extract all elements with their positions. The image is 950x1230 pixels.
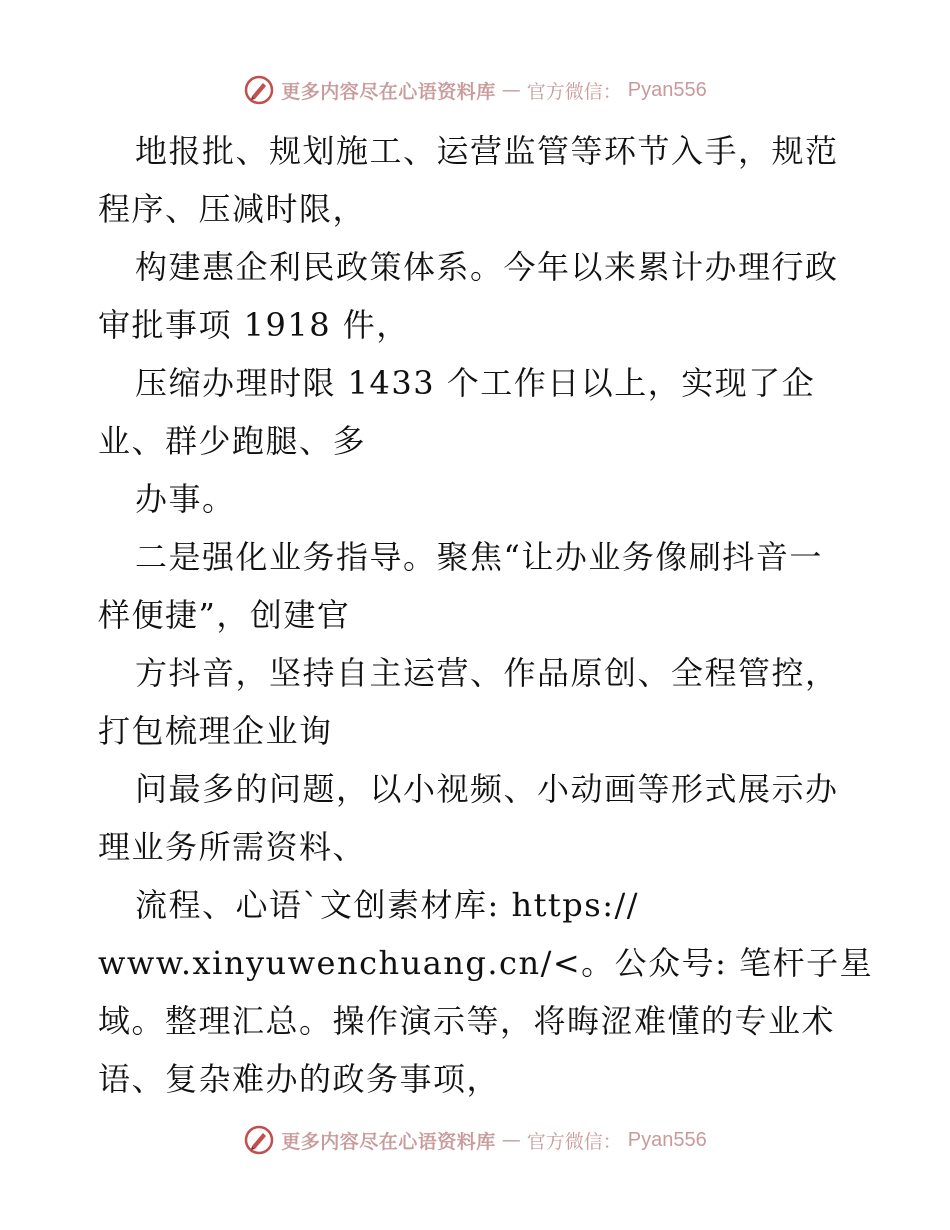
watermark-site-text: 更多内容尽在心语资料库 [281, 1130, 496, 1153]
document-body [98, 122, 874, 1108]
text-line: 构建惠企利民政策体系。今年以来累计办理行政 [135, 248, 839, 286]
text-line: 流程、心语`文创素材库: https:// [135, 886, 640, 924]
watermark-site-text: 更多内容尽在心语资料库 [281, 80, 496, 103]
text-line: 方抖音，坚持自主运营、作品原创、全程管控， [135, 654, 839, 692]
text-line: 审批事项 1918 件， [98, 306, 410, 344]
text-line: 二是强化业务指导。聚焦“让办业务像刷抖音一 [135, 538, 823, 576]
watermark-wechat-id: Pyan556 [627, 78, 707, 101]
text-line: 语、复杂难办的政务事项， [98, 1060, 501, 1098]
text-line: 地报批、规划施工、运营监管等环节入手，规范 [135, 132, 839, 170]
text-line: 理业务所需资料、 [98, 828, 367, 866]
text-line: 问最多的问题，以小视频、小动画等形式展示办 [135, 770, 839, 808]
text-line: 样便捷”，创建官 [98, 596, 351, 634]
logo-icon [243, 1124, 275, 1156]
watermark-wechat-label: 官方微信： [526, 1130, 622, 1153]
text-line: 打包梳理企业询 [98, 712, 333, 750]
watermark-separator: — [501, 1129, 521, 1151]
text-line: 办事。 [135, 480, 236, 518]
text-line: www.xinyuwenchuang.cn/<。公众号: 笔杆子星 [98, 944, 874, 982]
watermark-separator: — [501, 79, 521, 101]
footer-watermark [0, 1120, 950, 1160]
text-line: 压缩办理时限 1433 个工作日以上，实现了企 [135, 364, 816, 402]
watermark-wechat-label: 官方微信： [526, 80, 622, 103]
text-line: 程序、压减时限， [98, 190, 367, 228]
text-line: 业、群少跑腿、多 [98, 422, 367, 460]
text-line: 域。整理汇总。操作演示等，将晦涩难懂的专业术 [98, 1002, 836, 1040]
header-watermark [0, 70, 950, 110]
logo-icon [243, 74, 275, 106]
watermark-wechat-id: Pyan556 [627, 1128, 707, 1151]
